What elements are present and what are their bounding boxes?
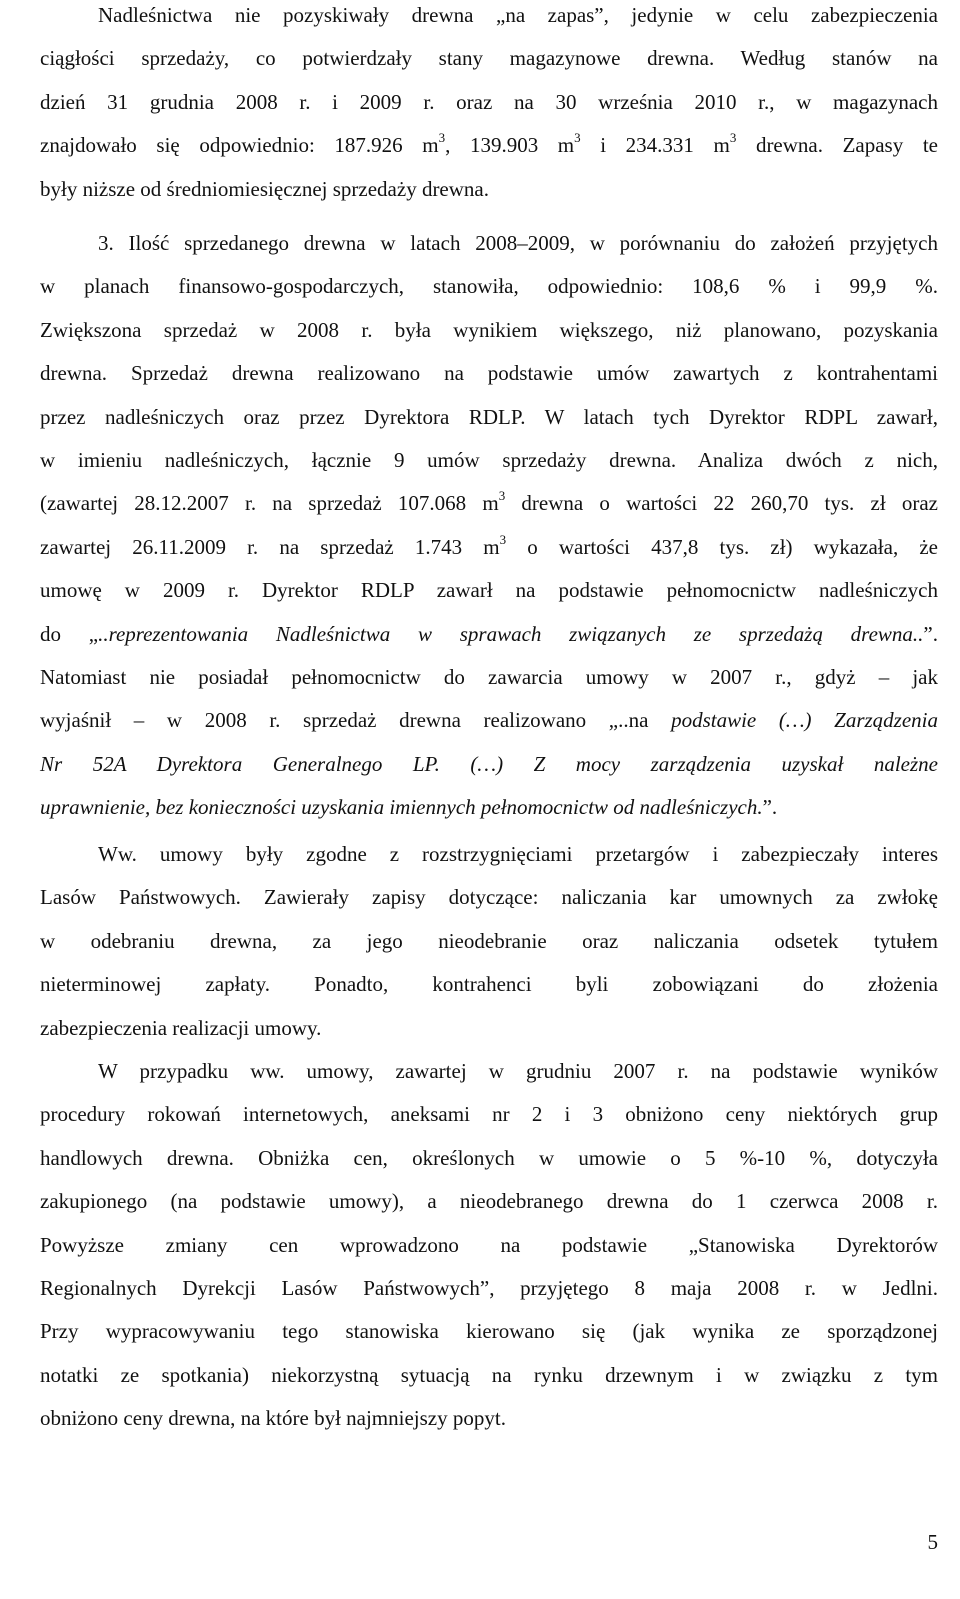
- text-line: były niższe od średniomiesięcznej sprzedaży drewna.: [40, 176, 489, 201]
- page-number: 5: [927, 1530, 938, 1554]
- paragraph-4: [40, 1050, 938, 1441]
- text-line: obniżono ceny drewna, na które był najmniejszy popyt.: [40, 1406, 506, 1431]
- paragraph-3: [40, 833, 938, 1050]
- text-line: procedury rokowań internetowych, aneksami nr 2 i 3 obniżono ceny niektórych grup: [40, 1102, 938, 1127]
- text-line: w odebraniu drewna, za jego nieodebranie oraz naliczania odsetek tytułem: [40, 928, 938, 953]
- paragraph-2: [40, 222, 938, 829]
- text-line: Przy wypracowywaniu tego stanowiska kierowano się (jak wynika ze sporządzonej: [40, 1319, 938, 1344]
- text-line: Zwiększona sprzedaż w 2008 r. była wynikiem większego, niż planowano, pozyskania: [40, 317, 938, 342]
- text-line: w planach finansowo-gospodarczych, stanowiła, odpowiednio: 108,6 % i 99,9 %.: [40, 274, 938, 299]
- text-line: handlowych drewna. Obniżka cen, określonych w umowie o 5 %-10 %, dotyczyła: [40, 1145, 938, 1170]
- text-line: umowę w 2009 r. Dyrektor RDLP zawarł na podstawie pełnomocnictw nadleśniczych: [40, 578, 938, 603]
- text-line: Nadleśnictwa nie pozyskiwały drewna „na zapas”, jedynie w celu zabezpieczenia: [98, 3, 938, 27]
- paragraph-1: [40, 0, 938, 211]
- text-line: W przypadku ww. umowy, zawartej w grudniu 2007 r. na podstawie wyników: [98, 1059, 938, 1083]
- text-line: przez nadleśniczych oraz przez Dyrektora RDLP. W latach tych Dyrektor RDPL zawarł,: [40, 404, 938, 429]
- text-line: Natomiast nie posiadał pełnomocnictw do zawarcia umowy w 2007 r., gdyż – jak: [40, 664, 938, 689]
- text-line: Lasów Państwowych. Zawierały zapisy dotyczące: naliczania kar umownych za zwłokę: [40, 885, 938, 910]
- text-line: zakupionego (na podstawie umowy), a nieodebranego drewna do 1 czerwca 2008 r.: [40, 1189, 938, 1214]
- text-line: w imieniu nadleśniczych, łącznie 9 umów sprzedaży drewna. Analiza dwóch z nich,: [40, 447, 938, 472]
- text-line: wyjaśnił – w 2008 r. sprzedaż drewna realizowano „..na podstawie (…) Zarządzenia: [40, 708, 938, 733]
- text-line: drewna. Sprzedaż drewna realizowano na podstawie umów zawartych z kontrahentami: [40, 361, 938, 386]
- text-line: nieterminowej zapłaty. Ponadto, kontrahenci byli zobowiązani do złożenia: [40, 972, 938, 997]
- text-line: znajdowało się odpowiednio: 187.926 $m^3$, 139.903 $m^3$ i 234.331 $m^3$ drewna. Zapasy te: [40, 130, 938, 158]
- text-line: notatki ze spotkania) niekorzystną sytuacją na rynku drzewnym i w związku z tym: [40, 1362, 938, 1387]
- text-line: zabezpieczenia realizacji umowy.: [40, 1015, 322, 1040]
- text-line: (zawartej 28.12.2007 r. na sprzedaż 107.068 $m^3$ drewna o wartości 22 260,70 tys. zł oraz: [40, 488, 938, 516]
- text-line: Ww. umowy były zgodne z rozstrzygnięciami przetargów i zabezpieczały interes: [98, 842, 938, 866]
- text-line: uprawnienie, bez konieczności uzyskania imiennych pełnomocnictw od nadleśniczych.”.: [40, 795, 778, 820]
- text-line: 3. Ilość sprzedanego drewna w latach 2008–2009, w porównaniu do założeń przyjętych: [98, 231, 938, 255]
- text-line: do „..reprezentowania Nadleśnictwa w sprawach związanych ze sprzedażą drewna..”.: [40, 621, 938, 646]
- text-line: Powyższe zmiany cen wprowadzono na podstawie „Stanowiska Dyrektorów: [40, 1232, 938, 1257]
- text-line: zawartej 26.11.2009 r. na sprzedaż 1.743 $m^3$ o wartości 437,8 tys. zł) wykazała, że: [40, 531, 938, 559]
- text-line: dzień 31 grudnia 2008 r. i 2009 r. oraz na 30 września 2010 r., w magazynach: [40, 89, 938, 114]
- text-line: Nr 52A Dyrektora Generalnego LP. (…) Z mocy zarządzenia uzyskał należne: [40, 751, 938, 776]
- text-line: Regionalnych Dyrekcji Lasów Państwowych”, przyjętego 8 maja 2008 r. w Jedlni.: [40, 1275, 938, 1300]
- text-line: ciągłości sprzedaży, co potwierdzały stany magazynowe drewna. Według stanów na: [40, 46, 938, 71]
